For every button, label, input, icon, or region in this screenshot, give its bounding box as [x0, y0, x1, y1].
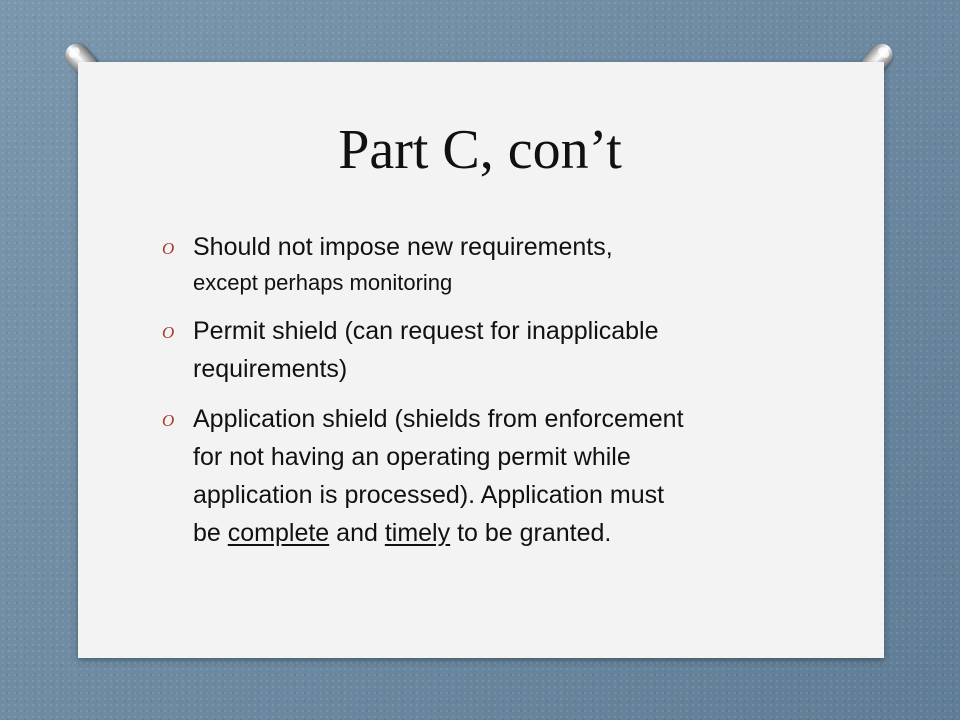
underlined-timely: timely	[384, 519, 451, 547]
bullet-item-2	[160, 312, 800, 388]
bullet-list	[160, 228, 800, 564]
bullet-marker: O	[162, 239, 175, 258]
bullet-3-line-3: application is processed). Application must	[193, 481, 665, 509]
bullet-3-text-and: and	[329, 519, 385, 547]
bullet-1-line-2: except perhaps monitoring	[193, 270, 453, 295]
slide-title: Part C, con’t	[338, 119, 622, 181]
bullet-3-text-end: to be granted.	[450, 519, 612, 547]
bullet-3-line-1: Application shield (shields from enforcement	[193, 405, 684, 433]
bullet-2-line-1: Permit shield (can request for inapplicable	[193, 317, 659, 345]
bullet-3-text-be: be	[193, 519, 228, 547]
bullet-marker: O	[162, 411, 175, 430]
bullet-2-line-2: requirements)	[193, 355, 348, 383]
bullet-item-3	[160, 400, 800, 552]
bullet-3-line-2: for not having an operating permit while	[193, 443, 631, 471]
bullet-3-line-4	[193, 514, 800, 552]
underlined-complete: complete	[227, 519, 330, 547]
bullet-marker: O	[162, 323, 175, 342]
bullet-item-1	[160, 228, 800, 300]
bullet-1-line-1: Should not impose new requirements,	[193, 233, 613, 261]
